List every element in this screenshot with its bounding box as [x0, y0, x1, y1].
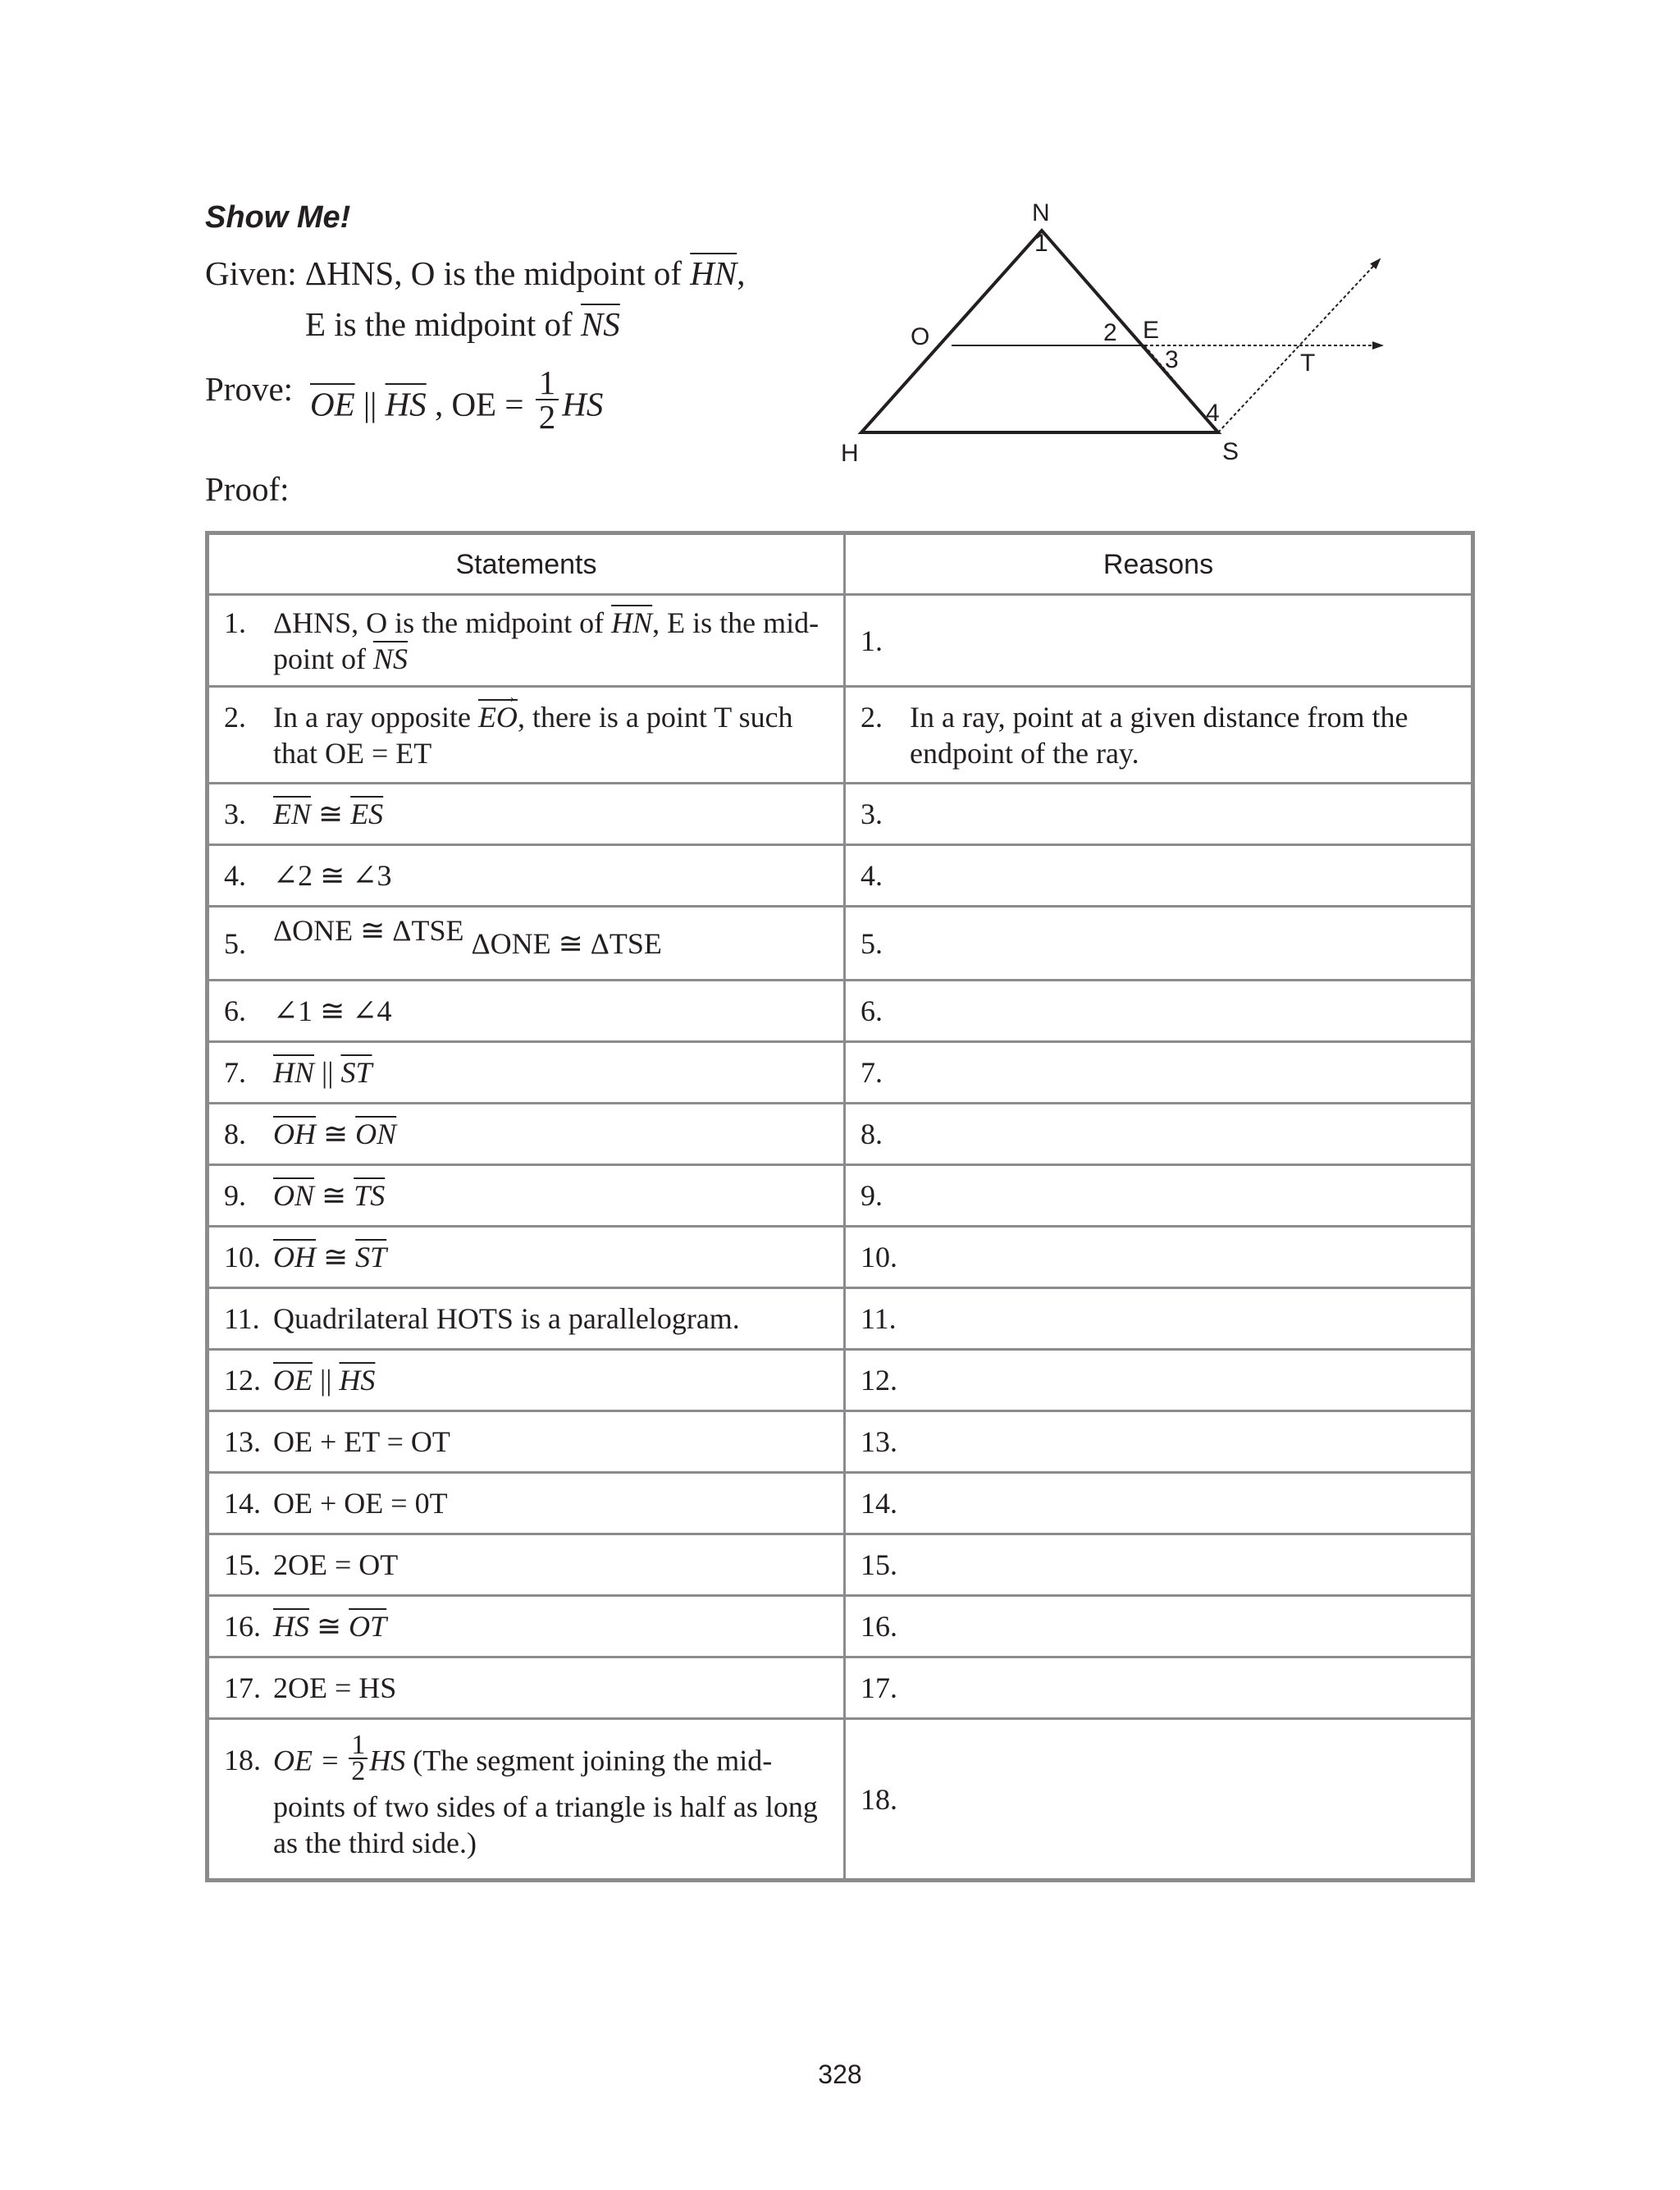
statement-cell — [208, 907, 845, 981]
table-row — [208, 1104, 1473, 1165]
reason-text: In a ray, point at a given distance from the endpoint of the ray. — [910, 700, 1408, 770]
statement-text: $\overline{EN}$ ≅ $\overline{ES}$ — [273, 798, 384, 830]
given-text-1: ΔHNS, O is the midpoint of — [304, 254, 691, 292]
statement-text: $\overline{OH}$ ≅ $\overline{ON}$ — [273, 1118, 397, 1150]
reason-cell — [845, 595, 1473, 687]
statement-text: In a ray opposite → $\overline{EO}$, there is a point T such that OE = ET — [273, 685, 793, 770]
table-row — [208, 1596, 1473, 1657]
label-e: E — [1143, 317, 1160, 344]
reason-number: 13. — [861, 1425, 897, 1458]
statement-text: $\overline{OH}$ ≅ $\overline{ST}$ — [273, 1241, 387, 1273]
statement-cell — [208, 1473, 845, 1534]
table-row — [208, 845, 1473, 907]
given-line-2 — [205, 299, 745, 350]
reason-number: 3. — [861, 798, 883, 830]
reason-cell — [845, 981, 1473, 1042]
table-row — [208, 1411, 1473, 1473]
table-row — [208, 1350, 1473, 1411]
segment-hs: $\overline{HS}$ — [385, 385, 427, 423]
statement-cell — [208, 1350, 845, 1411]
statement-cell — [208, 1596, 845, 1657]
statement-cell — [208, 784, 845, 845]
fraction-one-half: $\frac{1}{2}$ — [349, 1733, 368, 1784]
statement-text: $\overline{OE}$ || $\overline{HS}$ — [273, 1364, 376, 1397]
given-label: Given: — [205, 254, 297, 292]
statement-cell — [208, 1657, 845, 1719]
table-row — [208, 1165, 1473, 1227]
proof-label: Proof: — [205, 470, 290, 508]
reason-number: 17. — [861, 1671, 897, 1704]
statement-cell — [208, 1104, 845, 1165]
reason-number: 5. — [861, 926, 883, 960]
ray-eo: → $\overline{EO}$ — [477, 685, 518, 734]
label-angle-2: 2 — [1103, 319, 1117, 346]
statement-text: 2OE = HS — [273, 1671, 397, 1704]
reason-number: 12. — [861, 1364, 897, 1397]
table-row — [208, 1227, 1473, 1288]
table-row — [208, 1042, 1473, 1104]
reason-number: 16. — [861, 1610, 897, 1643]
statement-number: 13. — [224, 1425, 261, 1458]
statement-number: 11. — [224, 1302, 260, 1335]
statement-number: 3. — [224, 798, 246, 830]
reason-number: 8. — [861, 1118, 883, 1150]
label-angle-4: 4 — [1206, 400, 1220, 427]
table-row — [208, 784, 1473, 845]
reason-cell — [845, 907, 1473, 981]
statement-cell — [208, 1227, 845, 1288]
triangle-diagram — [837, 197, 1411, 476]
reason-cell — [845, 687, 1473, 784]
segment-ns: $\overline{NS}$ — [580, 305, 620, 343]
statement-number: 1. — [224, 606, 246, 639]
table-row — [208, 595, 1473, 687]
reason-number: 15. — [861, 1548, 897, 1581]
fraction-numerator: 1 — [536, 366, 559, 400]
statement-text: 2OE = OT — [273, 1548, 399, 1581]
fraction-denominator: 2 — [538, 398, 556, 436]
segment-hs-2: HS — [562, 385, 604, 423]
statement-number: 2. — [224, 700, 246, 734]
statement-cell — [208, 595, 845, 687]
reason-number: 6. — [861, 994, 883, 1027]
proof-table — [205, 531, 1475, 1882]
reason-cell — [845, 1042, 1473, 1104]
statement-cell — [208, 1288, 845, 1350]
reason-cell — [845, 1350, 1473, 1411]
statement-text: OE + OE = 0T — [273, 1487, 448, 1520]
statement-text: OE = $\frac{1}{2}$ HS (The segment joining the mid-points of two sides of a triangle is half as long as the third side.) — [273, 1729, 818, 1859]
label-h: H — [841, 440, 859, 467]
statement-text: ∠2 ≅ ∠3 — [273, 859, 392, 892]
reason-number: 11. — [861, 1302, 897, 1335]
statement-number: 15. — [224, 1548, 261, 1581]
table-row — [208, 1473, 1473, 1534]
prove-text — [310, 363, 604, 441]
statement-number: 14. — [224, 1487, 261, 1520]
statement-cell — [208, 687, 845, 784]
statement-number: 10. — [224, 1241, 261, 1273]
statement-text: OE + ET = OT — [273, 1425, 450, 1458]
statement-cell — [208, 1411, 845, 1473]
reason-number: 1. — [861, 624, 883, 657]
label-angle-3: 3 — [1165, 346, 1179, 373]
statement-text: ∠1 ≅ ∠4 — [273, 994, 392, 1027]
reason-cell — [845, 784, 1473, 845]
table-row — [208, 1288, 1473, 1350]
reason-number: 7. — [861, 1056, 883, 1089]
statement-number: 8. — [224, 1118, 246, 1150]
statement-number: 4. — [224, 859, 246, 892]
prove-statement — [205, 350, 779, 440]
statement-cell — [208, 845, 845, 907]
table-row — [208, 1534, 1473, 1596]
statement-number: 6. — [224, 994, 246, 1027]
table-row — [208, 687, 1473, 784]
statement-number: 12. — [224, 1364, 261, 1397]
reason-number: 4. — [861, 859, 883, 892]
statement-text: $\overline{HS}$ ≅ $\overline{OT}$ — [273, 1610, 387, 1643]
page-number: 328 — [818, 2060, 862, 2089]
segment-oe: $\overline{OE}$ — [310, 385, 355, 423]
given-text-2: E is the midpoint of — [305, 305, 581, 343]
reason-cell — [845, 1719, 1473, 1881]
reason-number: 10. — [861, 1241, 897, 1273]
statement-text: Quadrilateral HOTS is a parallelogram. — [273, 1302, 740, 1335]
reason-cell — [845, 1165, 1473, 1227]
reason-number: 18. — [861, 1782, 897, 1816]
label-t: T — [1300, 350, 1316, 377]
statement-number: 5. — [224, 926, 246, 960]
statement-cell — [208, 1165, 845, 1227]
prove-mid-text: , OE = — [426, 385, 532, 423]
segment-hn: $\overline{HN}$ — [690, 254, 737, 292]
label-s: S — [1222, 438, 1239, 465]
statement-text: ΔHNS, O is the midpoint of $\overline{HN}$, E is the mid-point of $\overline{NS}$ — [273, 606, 819, 675]
section-title: Show Me! — [205, 200, 351, 235]
statement-cell — [208, 981, 845, 1042]
reason-number: 14. — [861, 1487, 897, 1520]
reason-cell — [845, 1534, 1473, 1596]
reason-cell — [845, 1596, 1473, 1657]
reason-cell — [845, 1227, 1473, 1288]
reason-number: 2. — [861, 700, 883, 734]
given-text-1b: , — [737, 254, 746, 292]
reason-number: 9. — [861, 1179, 883, 1212]
statement-cell — [208, 1534, 845, 1596]
statement-number: 7. — [224, 1056, 246, 1089]
reason-cell — [845, 845, 1473, 907]
statement-cell — [208, 1042, 845, 1104]
parallel-symbol: || — [354, 385, 386, 423]
table-row — [208, 1719, 1473, 1881]
reason-cell — [845, 1473, 1473, 1534]
statement-text: ΔONE ≅ ΔTSE ΔONE ≅ ΔTSE — [273, 913, 662, 960]
reason-cell — [845, 1288, 1473, 1350]
reason-cell — [845, 1104, 1473, 1165]
reason-cell — [845, 1657, 1473, 1719]
reasons-header: Reasons — [845, 533, 1473, 595]
statement-number: 18. — [224, 1743, 261, 1776]
label-angle-1: 1 — [1034, 230, 1048, 257]
statement-text: $\overline{HN}$ || $\overline{ST}$ — [273, 1056, 372, 1089]
statement-number: 17. — [224, 1671, 261, 1704]
table-row — [208, 907, 1473, 981]
label-n: N — [1032, 199, 1050, 226]
table-row — [208, 981, 1473, 1042]
table-header-row — [208, 533, 1473, 595]
fraction-one-half — [536, 363, 559, 436]
statement-number: 16. — [224, 1610, 261, 1643]
given-statement — [205, 248, 745, 350]
label-o: O — [911, 323, 930, 350]
statement-number: 9. — [224, 1179, 246, 1212]
prove-label: Prove: — [205, 370, 294, 408]
statement-cell — [208, 1719, 845, 1881]
table-row — [208, 1657, 1473, 1719]
reason-cell — [845, 1411, 1473, 1473]
statements-header: Statements — [208, 533, 845, 595]
statement-text: $\overline{ON}$ ≅ $\overline{TS}$ — [273, 1179, 386, 1212]
